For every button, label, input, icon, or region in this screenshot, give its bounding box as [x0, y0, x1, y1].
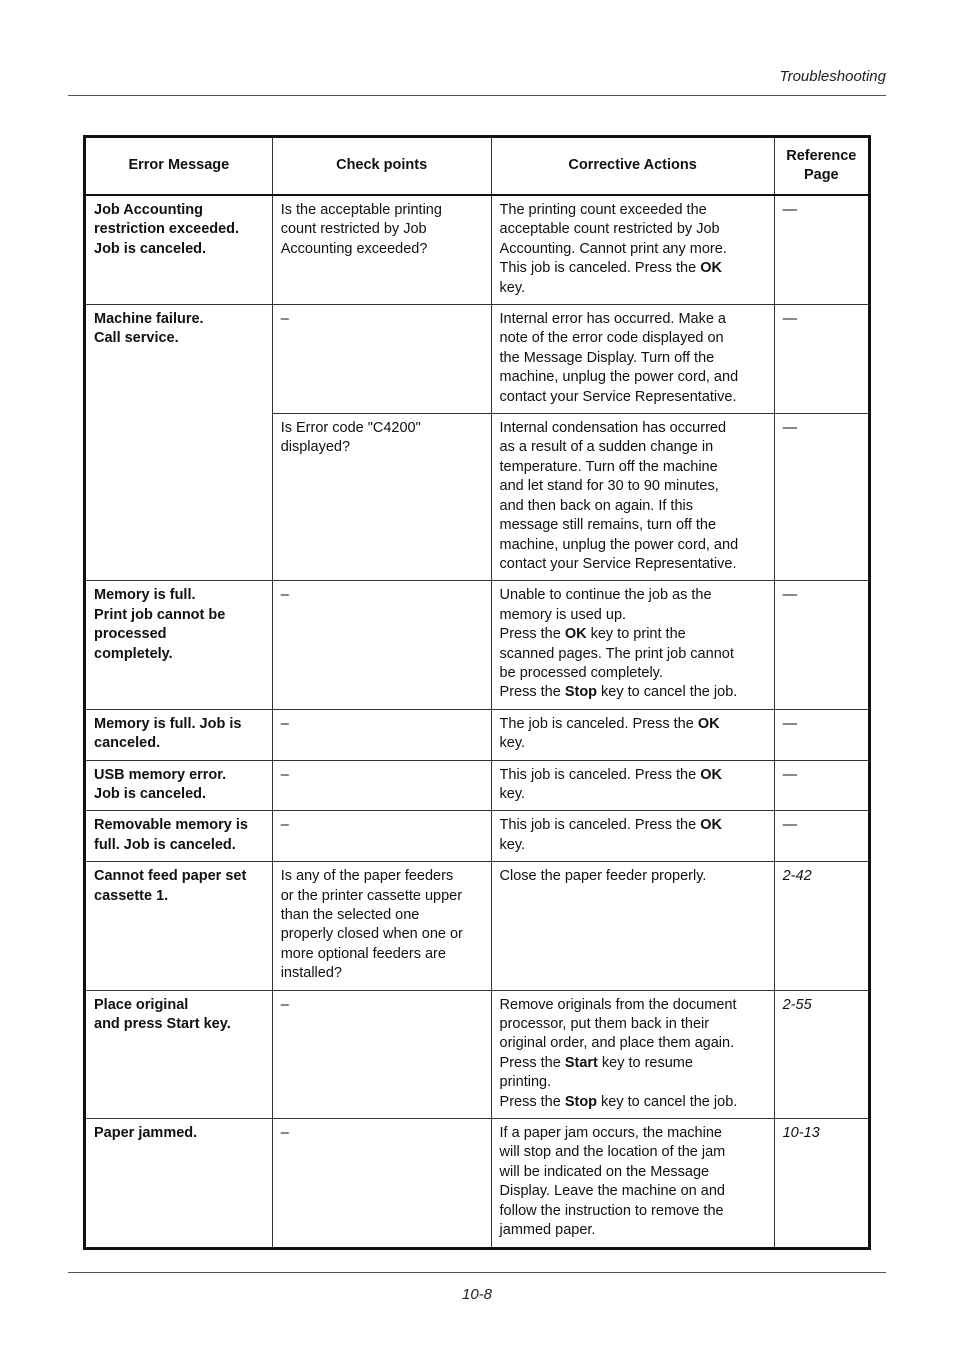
corrective-action-line	[500, 310, 766, 329]
corrective-action-line	[500, 1143, 766, 1162]
corrective-action-line	[500, 477, 766, 496]
check-point-line: Is the acceptable printing	[280, 202, 442, 218]
corrective-action-line	[500, 664, 766, 683]
check-point-line: installed?	[280, 965, 342, 982]
error-message-line: USB memory error.	[94, 766, 227, 783]
corrective-action-line	[500, 1221, 766, 1240]
check-point-line: Accounting exceeded?	[280, 240, 428, 257]
corrective-action-line	[500, 497, 766, 516]
corrective-action-line	[500, 867, 766, 886]
page-number: 10-8	[461, 1286, 493, 1303]
corrective-action-line	[500, 683, 766, 702]
check-point-line: or the printer cassette upper	[280, 887, 463, 904]
action-text: key to print the	[586, 626, 686, 643]
action-text: Remove originals from the document	[499, 996, 737, 1013]
action-text: be processed completely.	[499, 664, 663, 681]
corrective-actions-cell	[491, 414, 774, 581]
check-points-cell	[272, 811, 491, 862]
corrective-action-line	[500, 1124, 766, 1143]
corrective-action-line	[500, 1054, 766, 1073]
check-points-cell	[272, 862, 491, 990]
action-text: contact your Service Representative.	[499, 555, 737, 572]
error-message-line: cassette 1.	[94, 887, 169, 904]
error-message-line: Memory is full. Job is	[94, 715, 242, 732]
check-point-line: than the selected one	[280, 907, 420, 923]
table-row	[85, 195, 870, 305]
corrective-action-line	[500, 438, 766, 457]
error-message-line: Print job cannot be	[94, 606, 226, 623]
action-text: This job is canceled. Press the	[499, 817, 701, 834]
corrective-action-line	[500, 1093, 766, 1112]
key-name: Stop	[564, 1093, 598, 1110]
action-text: and let stand for 30 to 90 minutes,	[499, 478, 719, 495]
corrective-actions-cell	[491, 760, 774, 811]
check-points-cell	[272, 709, 491, 760]
reference-page-cell: —	[774, 811, 869, 862]
action-text: key.	[499, 836, 526, 853]
error-message-line: processed	[94, 626, 167, 643]
corrective-action-line	[500, 586, 766, 605]
corrective-action-line	[500, 1034, 766, 1053]
check-point-line: –	[280, 1125, 289, 1142]
action-text: key.	[499, 279, 526, 296]
corrective-action-line	[500, 1015, 766, 1034]
action-text: Press the	[499, 626, 565, 643]
table-row	[85, 760, 870, 811]
action-text: key.	[499, 735, 526, 752]
key-name: OK	[697, 715, 720, 732]
check-point-line: –	[280, 766, 289, 783]
corrective-action-line	[500, 536, 766, 555]
error-message-cell	[85, 709, 273, 760]
key-name: Stop	[564, 684, 598, 701]
action-text: Internal condensation has occurred	[499, 420, 727, 437]
error-message-line: Paper jammed.	[94, 1125, 198, 1142]
key-name: OK	[700, 817, 722, 834]
action-text: key to cancel the job.	[597, 684, 738, 701]
check-points-cell	[272, 581, 491, 709]
check-points-cell	[272, 414, 491, 581]
corrective-action-line	[500, 240, 766, 259]
reference-page-cell: 10-13	[774, 1119, 869, 1248]
check-point-line: more optional feeders are	[280, 945, 446, 962]
error-message-cell	[85, 1119, 273, 1248]
action-text: machine, unplug the power cord, and	[499, 536, 739, 553]
action-text: as a result of a sudden change in	[499, 439, 714, 456]
action-text: jammed paper.	[499, 1222, 596, 1239]
key-name: OK	[700, 260, 722, 277]
reference-page-cell: —	[774, 760, 869, 811]
table-row	[85, 862, 870, 990]
table-row	[85, 305, 870, 414]
table-header-row	[85, 137, 870, 196]
corrective-action-line	[500, 349, 766, 368]
column-header-error-message: Error Message	[85, 137, 273, 196]
reference-page-cell: —	[774, 709, 869, 760]
error-message-line: Job is canceled.	[94, 240, 207, 257]
corrective-action-line	[500, 816, 766, 835]
corrective-action-line	[500, 419, 766, 438]
error-message-line: Memory is full.	[94, 587, 196, 604]
table-row	[85, 1119, 870, 1248]
key-name: OK	[700, 766, 722, 783]
corrective-action-line	[500, 555, 766, 574]
check-point-line: –	[280, 817, 289, 834]
error-message-cell	[85, 811, 273, 862]
action-text: follow the instruction to remove the	[499, 1202, 724, 1219]
action-text: key to resume	[597, 1054, 693, 1071]
corrective-action-line	[500, 220, 766, 239]
reference-header-line: Reference	[786, 147, 857, 164]
error-message-line: restriction exceeded.	[94, 221, 240, 238]
corrective-actions-cell	[491, 862, 774, 990]
corrective-action-line	[500, 785, 766, 804]
error-message-line: Machine failure.	[94, 311, 204, 328]
corrective-action-line	[500, 996, 766, 1015]
table-row	[85, 811, 870, 862]
action-text: acceptable count restricted by Job	[499, 221, 720, 238]
check-point-line: Is any of the paper feeders	[280, 868, 454, 885]
corrective-action-line	[500, 645, 766, 664]
error-message-cell	[85, 862, 273, 990]
corrective-action-line	[500, 279, 766, 298]
action-text: and then back on again. If this	[499, 497, 694, 514]
action-text: original order, and place them again.	[499, 1035, 735, 1052]
action-text: Press the	[499, 1093, 565, 1110]
action-text: Unable to continue the job as the	[499, 587, 712, 604]
key-name: Start	[564, 1054, 598, 1071]
action-text: This job is canceled. Press the	[499, 260, 701, 277]
table-row	[85, 990, 870, 1118]
column-header-reference-page	[774, 137, 869, 196]
error-message-line: Job Accounting	[94, 202, 204, 218]
corrective-actions-cell	[491, 195, 774, 305]
action-text: Display. Leave the machine on and	[499, 1183, 725, 1200]
check-point-line: displayed?	[280, 439, 351, 456]
action-text: scanned pages. The print job cannot	[499, 645, 734, 662]
action-text: key to cancel the job.	[597, 1093, 738, 1110]
action-text: will stop and the location of the jam	[499, 1144, 726, 1161]
check-point-line: –	[280, 587, 289, 604]
action-text: contact your Service Representative.	[499, 388, 737, 405]
action-text: Internal error has occurred. Make a	[499, 311, 726, 328]
reference-page-cell: —	[774, 305, 869, 414]
reference-page-cell: 2-55	[774, 990, 869, 1118]
reference-page-cell: —	[774, 195, 869, 305]
corrective-action-line	[500, 201, 766, 220]
error-message-line: canceled.	[94, 735, 161, 752]
key-name: OK	[564, 626, 587, 643]
reference-page-cell: 2-42	[774, 862, 869, 990]
action-text: temperature. Turn off the machine	[499, 458, 718, 475]
error-message-line: and press Start key.	[94, 1016, 231, 1033]
check-point-line: –	[280, 311, 289, 328]
check-points-cell	[272, 760, 491, 811]
corrective-action-line	[500, 625, 766, 644]
error-message-cell	[85, 195, 273, 305]
corrective-action-line	[500, 259, 766, 278]
action-text: Press the	[499, 1054, 565, 1071]
action-text: The job is canceled. Press the	[499, 715, 698, 732]
corrective-action-line	[500, 766, 766, 785]
error-message-line: Removable memory is	[94, 817, 248, 834]
check-point-line: –	[280, 996, 289, 1013]
action-text: This job is canceled. Press the	[499, 766, 701, 783]
corrective-actions-cell	[491, 709, 774, 760]
header-divider	[68, 95, 886, 96]
check-point-line: properly closed when one or	[280, 926, 463, 943]
error-message-line: Place original	[94, 996, 189, 1013]
error-message-line: Cannot feed paper set	[94, 868, 247, 885]
action-text: the Message Display. Turn off the	[499, 349, 715, 366]
check-point-line: Is Error code "C4200"	[280, 420, 421, 437]
error-message-cell	[85, 305, 273, 581]
error-message-cell	[85, 581, 273, 709]
corrective-action-line	[500, 606, 766, 625]
corrective-action-line	[500, 516, 766, 535]
corrective-action-line	[500, 368, 766, 387]
corrective-actions-cell	[491, 990, 774, 1118]
action-text: message still remains, turn off the	[499, 517, 717, 534]
table-body	[85, 195, 870, 1248]
action-text: key.	[499, 785, 526, 802]
error-message-cell	[85, 760, 273, 811]
reference-page-cell: —	[774, 581, 869, 709]
reference-page-cell: —	[774, 414, 869, 581]
check-point-line: –	[280, 715, 289, 732]
check-points-cell	[272, 195, 491, 305]
reference-header-line: Page	[803, 167, 839, 183]
corrective-action-line	[500, 715, 766, 734]
error-message-line: Job is canceled.	[94, 785, 207, 802]
check-points-cell	[272, 1119, 491, 1248]
corrective-actions-cell	[491, 1119, 774, 1248]
table-row	[85, 709, 870, 760]
check-points-cell	[272, 990, 491, 1118]
error-message-line: Call service.	[94, 330, 179, 347]
footer-divider	[68, 1272, 886, 1273]
troubleshooting-table	[83, 135, 871, 1250]
corrective-actions-cell	[491, 811, 774, 862]
action-text: printing.	[499, 1074, 552, 1091]
error-message-line: full. Job is canceled.	[94, 836, 236, 853]
error-message-line: completely.	[94, 645, 173, 662]
corrective-actions-cell	[491, 305, 774, 414]
action-text: Close the paper feeder properly.	[499, 868, 707, 885]
action-text: note of the error code displayed on	[499, 330, 724, 347]
header-section-title: Troubleshooting	[779, 68, 886, 85]
table-header	[85, 137, 870, 196]
column-header-check-points: Check points	[272, 137, 491, 196]
corrective-actions-cell	[491, 581, 774, 709]
check-point-line: count restricted by Job	[280, 221, 427, 238]
column-header-corrective-actions: Corrective Actions	[491, 137, 774, 196]
corrective-action-line	[500, 734, 766, 753]
action-text: memory is used up.	[499, 606, 627, 623]
corrective-action-line	[500, 1163, 766, 1182]
corrective-action-line	[500, 329, 766, 348]
action-text: processor, put them back in their	[499, 1016, 710, 1033]
action-text: If a paper jam occurs, the machine	[499, 1125, 722, 1142]
error-message-cell	[85, 990, 273, 1118]
action-text: Accounting. Cannot print any more.	[499, 240, 727, 257]
corrective-action-line	[500, 1182, 766, 1201]
corrective-action-line	[500, 388, 766, 407]
table-row	[85, 581, 870, 709]
action-text: machine, unplug the power cord, and	[499, 369, 739, 386]
corrective-action-line	[500, 836, 766, 855]
corrective-action-line	[500, 458, 766, 477]
corrective-action-line	[500, 1202, 766, 1221]
action-text: will be indicated on the Message	[499, 1163, 710, 1180]
action-text: The printing count exceeded the	[499, 202, 707, 218]
corrective-action-line	[500, 1073, 766, 1092]
check-points-cell	[272, 305, 491, 414]
action-text: Press the	[499, 684, 565, 701]
